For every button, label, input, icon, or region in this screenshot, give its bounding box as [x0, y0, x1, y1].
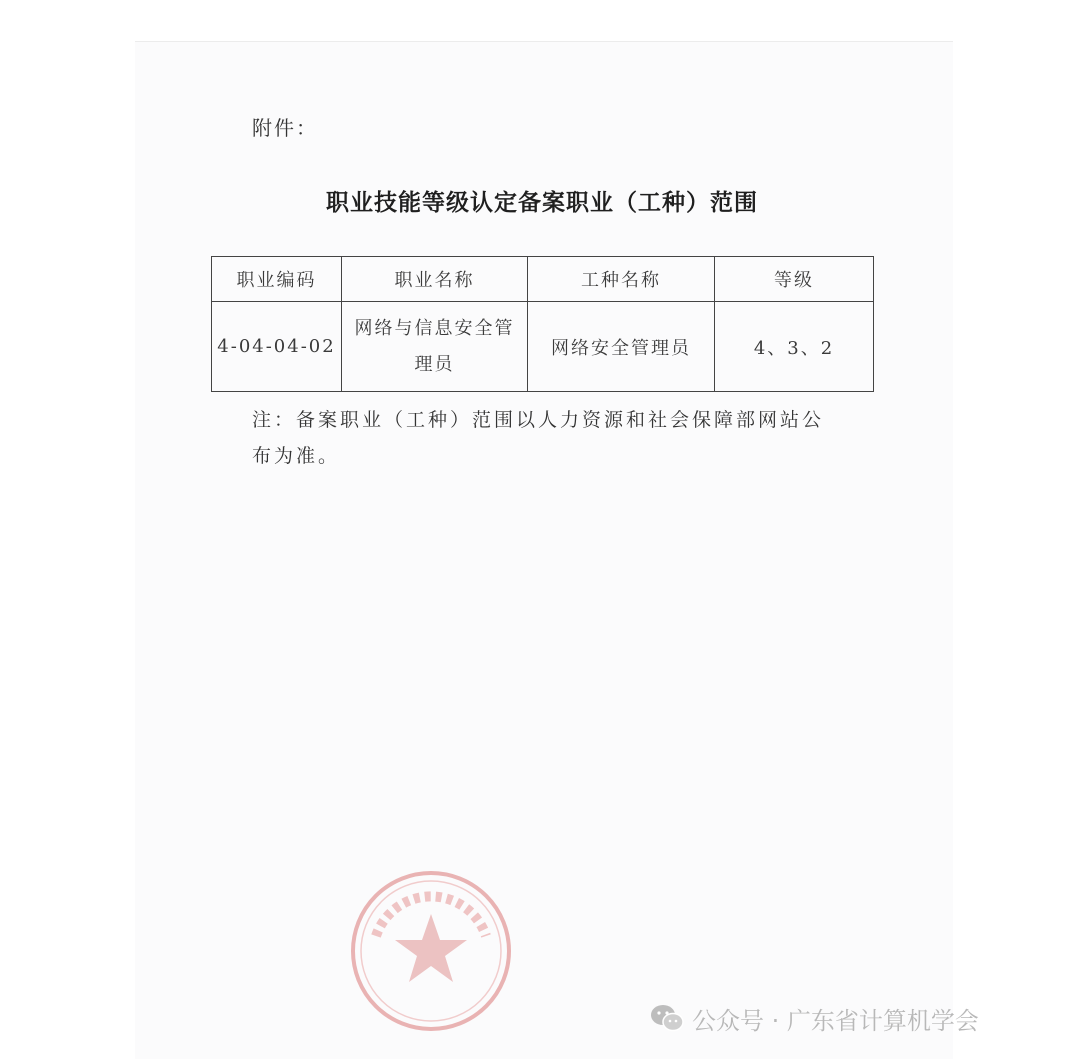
occupation-name-text: 网络与信息安全管理员: [354, 317, 515, 375]
header-occupation-name: 职业名称: [342, 257, 528, 302]
cell-occupation-name: [342, 302, 528, 392]
red-official-seal: [346, 866, 516, 1036]
header-job-type-name: 工种名称: [528, 257, 715, 302]
wechat-watermark: [650, 996, 979, 1040]
header-occupation-code: 职业编码: [212, 257, 342, 302]
table-header-row: [212, 257, 874, 302]
cell-occupation-code: 4-04-04-02: [212, 302, 342, 392]
document-title: 职业技能等级认定备案职业（工种）范围: [326, 190, 758, 216]
cell-levels: 4、3、2: [715, 302, 874, 392]
watermark-text: 公众号 · 广东省计算机学会: [692, 1006, 979, 1035]
seal-star-icon: [395, 914, 467, 982]
wechat-icon: [650, 1003, 684, 1033]
header-level: 等级: [715, 257, 874, 302]
cell-job-type-name: 网络安全管理员: [528, 302, 715, 392]
occupation-scope-table: [211, 256, 874, 392]
footnote: 注：备案职业（工种）范围以人力资源和社会保障部网站公布为准。: [252, 409, 825, 467]
attachment-label: 附件：: [252, 116, 318, 140]
table-row: [212, 302, 874, 392]
